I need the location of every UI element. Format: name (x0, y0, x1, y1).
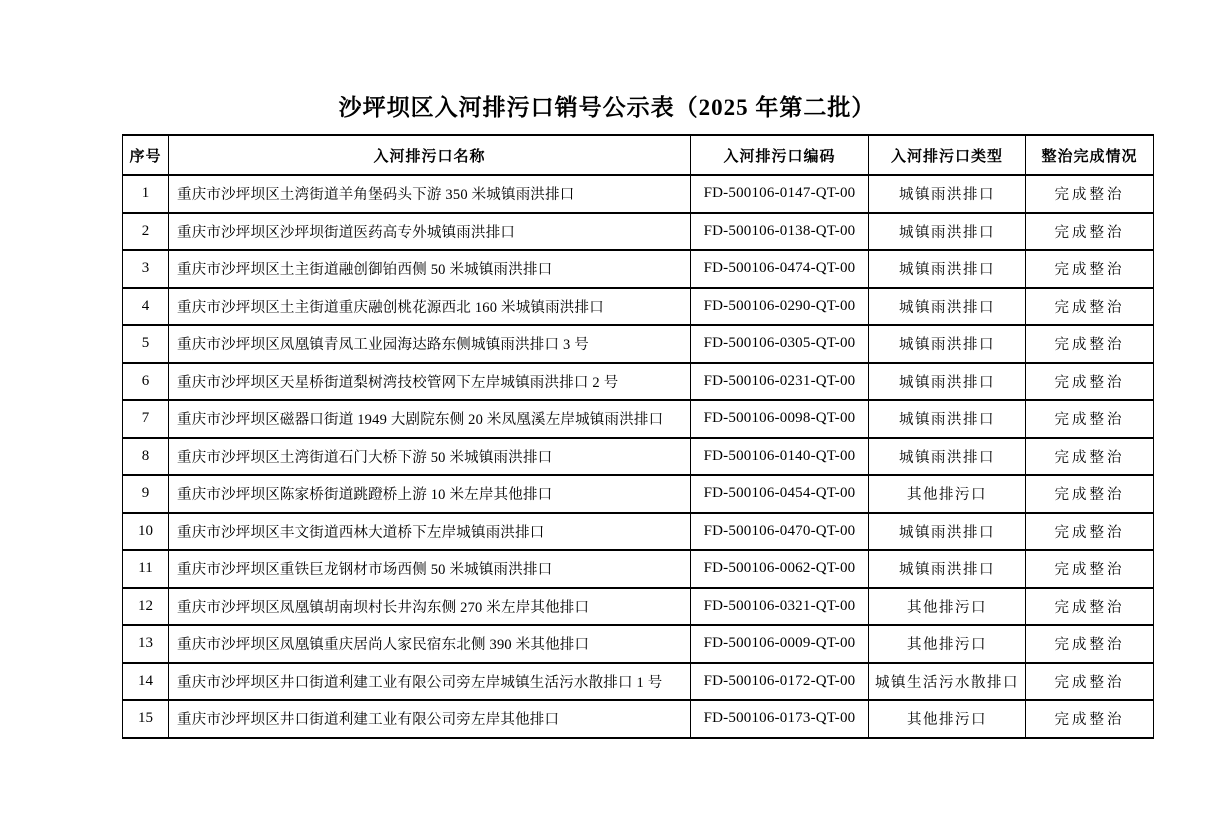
cell-index: 13 (123, 625, 169, 663)
cell-status: 完成整治 (1026, 250, 1154, 288)
cell-outfall-name: 重庆市沙坪坝区井口街道利建工业有限公司旁左岸其他排口 (169, 700, 691, 738)
cell-index: 3 (123, 250, 169, 288)
table-row (123, 213, 1154, 251)
cell-outfall-name: 重庆市沙坪坝区土主街道融创御铂西侧 50 米城镇雨洪排口 (169, 250, 691, 288)
cell-outfall-name: 重庆市沙坪坝区土主街道重庆融创桃花源西北 160 米城镇雨洪排口 (169, 288, 691, 326)
cell-outfall-type: 其他排污口 (869, 700, 1026, 738)
cell-index: 11 (123, 550, 169, 588)
table-row (123, 625, 1154, 663)
cell-outfall-name: 重庆市沙坪坝区沙坪坝街道医药高专外城镇雨洪排口 (169, 213, 691, 251)
cell-outfall-code: FD-500106-0173-QT-00 (691, 700, 869, 738)
cell-outfall-code: FD-500106-0138-QT-00 (691, 213, 869, 251)
cell-outfall-code: FD-500106-0147-QT-00 (691, 175, 869, 213)
cell-outfall-name: 重庆市沙坪坝区凤凰镇胡南坝村长井沟东侧 270 米左岸其他排口 (169, 588, 691, 626)
cell-index: 2 (123, 213, 169, 251)
cell-outfall-type: 城镇雨洪排口 (869, 513, 1026, 551)
cell-index: 9 (123, 475, 169, 513)
cell-outfall-type: 城镇雨洪排口 (869, 213, 1026, 251)
cell-outfall-name: 重庆市沙坪坝区凤凰镇重庆居尚人家民宿东北侧 390 米其他排口 (169, 625, 691, 663)
header-row (123, 135, 1154, 175)
cell-status: 完成整治 (1026, 288, 1154, 326)
cell-status: 完成整治 (1026, 175, 1154, 213)
cell-index: 4 (123, 288, 169, 326)
cell-outfall-type: 城镇雨洪排口 (869, 250, 1026, 288)
cell-status: 完成整治 (1026, 588, 1154, 626)
outfall-notice-table (122, 134, 1154, 739)
cell-outfall-name: 重庆市沙坪坝区凤凰镇青凤工业园海达路东侧城镇雨洪排口 3 号 (169, 325, 691, 363)
cell-outfall-code: FD-500106-0470-QT-00 (691, 513, 869, 551)
cell-outfall-type: 城镇雨洪排口 (869, 438, 1026, 476)
cell-outfall-type: 城镇雨洪排口 (869, 325, 1026, 363)
cell-outfall-name: 重庆市沙坪坝区井口街道利建工业有限公司旁左岸城镇生活污水散排口 1 号 (169, 663, 691, 701)
table-row (123, 513, 1154, 551)
cell-outfall-name: 重庆市沙坪坝区磁器口街道 1949 大剧院东侧 20 米凤凰溪左岸城镇雨洪排口 (169, 400, 691, 438)
cell-index: 8 (123, 438, 169, 476)
cell-index: 6 (123, 363, 169, 401)
cell-outfall-code: FD-500106-0098-QT-00 (691, 400, 869, 438)
cell-index: 12 (123, 588, 169, 626)
cell-outfall-name: 重庆市沙坪坝区陈家桥街道跳蹬桥上游 10 米左岸其他排口 (169, 475, 691, 513)
cell-status: 完成整治 (1026, 625, 1154, 663)
cell-outfall-code: FD-500106-0474-QT-00 (691, 250, 869, 288)
column-header-code: 入河排污口编码 (691, 135, 869, 175)
table-row (123, 663, 1154, 701)
cell-outfall-type: 城镇雨洪排口 (869, 175, 1026, 213)
cell-outfall-type: 其他排污口 (869, 625, 1026, 663)
cell-outfall-code: FD-500106-0062-QT-00 (691, 550, 869, 588)
table-row (123, 475, 1154, 513)
cell-status: 完成整治 (1026, 663, 1154, 701)
cell-status: 完成整治 (1026, 213, 1154, 251)
cell-status: 完成整治 (1026, 700, 1154, 738)
cell-outfall-code: FD-500106-0172-QT-00 (691, 663, 869, 701)
table-row (123, 325, 1154, 363)
table-row (123, 550, 1154, 588)
cell-status: 完成整治 (1026, 513, 1154, 551)
table-row (123, 175, 1154, 213)
cell-outfall-code: FD-500106-0009-QT-00 (691, 625, 869, 663)
table-row (123, 588, 1154, 626)
cell-index: 15 (123, 700, 169, 738)
cell-outfall-code: FD-500106-0454-QT-00 (691, 475, 869, 513)
cell-index: 1 (123, 175, 169, 213)
cell-status: 完成整治 (1026, 438, 1154, 476)
cell-index: 14 (123, 663, 169, 701)
table-row (123, 700, 1154, 738)
cell-outfall-type: 城镇雨洪排口 (869, 550, 1026, 588)
cell-outfall-type: 城镇雨洪排口 (869, 363, 1026, 401)
cell-status: 完成整治 (1026, 550, 1154, 588)
cell-outfall-type: 城镇生活污水散排口 (869, 663, 1026, 701)
table-row (123, 363, 1154, 401)
table-header (123, 135, 1154, 175)
cell-status: 完成整治 (1026, 325, 1154, 363)
table-row (123, 400, 1154, 438)
column-header-index: 序号 (123, 135, 169, 175)
table-row (123, 288, 1154, 326)
cell-outfall-type: 其他排污口 (869, 475, 1026, 513)
table-row (123, 438, 1154, 476)
cell-outfall-name: 重庆市沙坪坝区土湾街道石门大桥下游 50 米城镇雨洪排口 (169, 438, 691, 476)
cell-outfall-type: 其他排污口 (869, 588, 1026, 626)
cell-outfall-code: FD-500106-0231-QT-00 (691, 363, 869, 401)
page-title: 沙坪坝区入河排污口销号公示表（2025 年第二批） (338, 95, 876, 120)
cell-outfall-type: 城镇雨洪排口 (869, 400, 1026, 438)
cell-outfall-name: 重庆市沙坪坝区丰文街道西林大道桥下左岸城镇雨洪排口 (169, 513, 691, 551)
cell-outfall-code: FD-500106-0290-QT-00 (691, 288, 869, 326)
table-body (123, 175, 1154, 738)
cell-outfall-code: FD-500106-0305-QT-00 (691, 325, 869, 363)
cell-outfall-name: 重庆市沙坪坝区土湾街道羊角堡码头下游 350 米城镇雨洪排口 (169, 175, 691, 213)
table-row (123, 250, 1154, 288)
cell-index: 7 (123, 400, 169, 438)
cell-outfall-code: FD-500106-0321-QT-00 (691, 588, 869, 626)
column-header-name: 入河排污口名称 (169, 135, 691, 175)
cell-index: 10 (123, 513, 169, 551)
cell-status: 完成整治 (1026, 475, 1154, 513)
cell-index: 5 (123, 325, 169, 363)
cell-outfall-type: 城镇雨洪排口 (869, 288, 1026, 326)
cell-outfall-name: 重庆市沙坪坝区天星桥街道梨树湾技校管网下左岸城镇雨洪排口 2 号 (169, 363, 691, 401)
column-header-status: 整治完成情况 (1026, 135, 1154, 175)
cell-status: 完成整治 (1026, 400, 1154, 438)
column-header-type: 入河排污口类型 (869, 135, 1026, 175)
cell-outfall-code: FD-500106-0140-QT-00 (691, 438, 869, 476)
cell-outfall-name: 重庆市沙坪坝区重铁巨龙钢材市场西侧 50 米城镇雨洪排口 (169, 550, 691, 588)
cell-status: 完成整治 (1026, 363, 1154, 401)
